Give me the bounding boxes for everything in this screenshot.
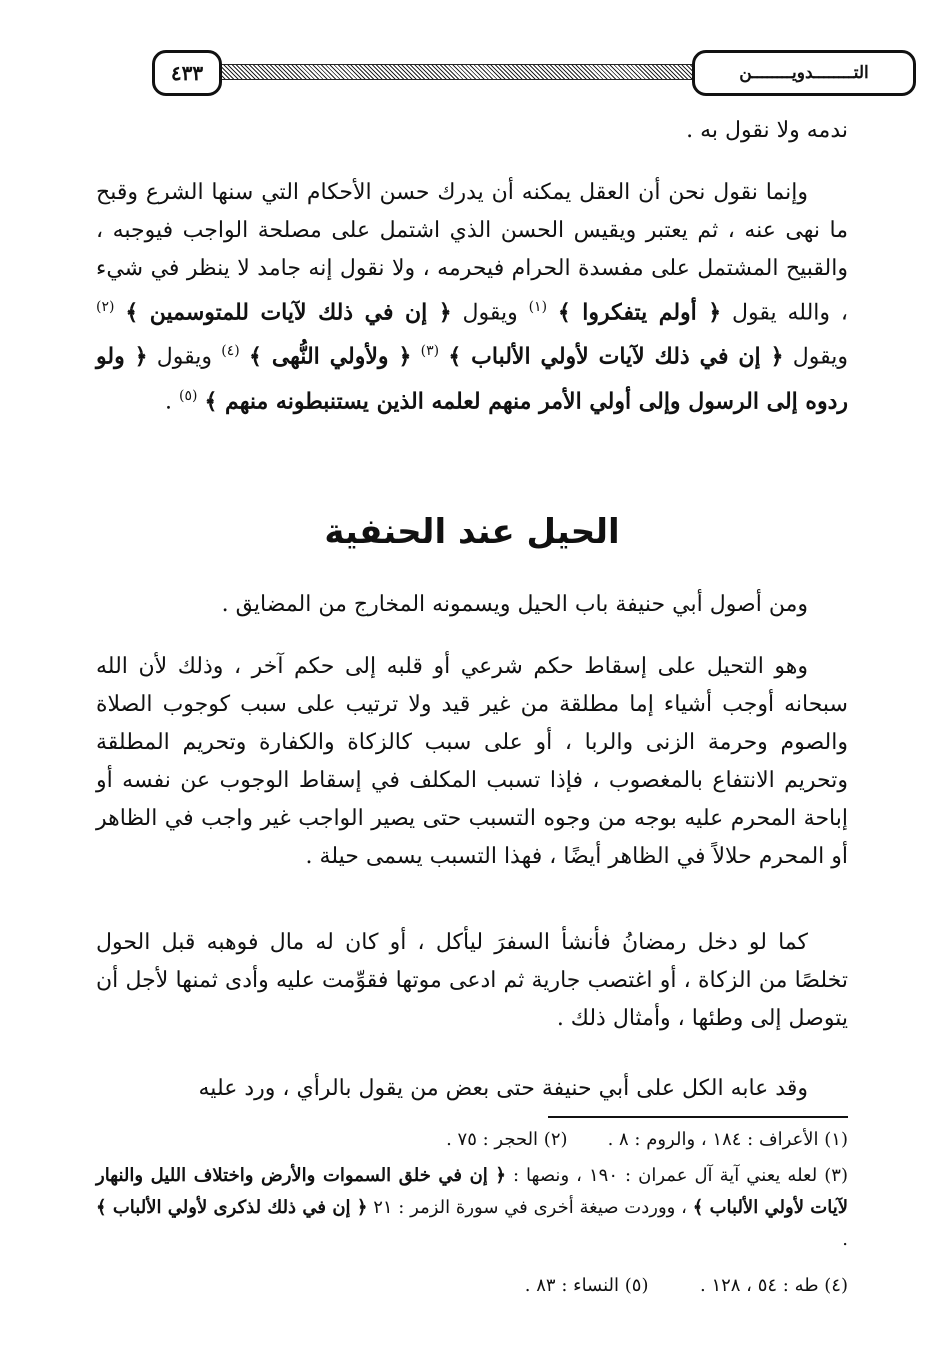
p1-part-b: ويقول <box>462 300 518 326</box>
footnote-3-quote-2: ﴿ إن في ذلك لذكرى لأولي الألباب ﴾ <box>96 1197 368 1218</box>
quran-quote-1: ﴿ أولم يتفكروا ﴾ <box>557 299 722 326</box>
paragraph-2-text: ومن أصول أبي حنيفة باب الحيل ويسمونه المخارج من المضايق . <box>221 592 808 617</box>
running-title: التــــــــدويــــــــن <box>739 63 869 83</box>
paragraph-1 <box>96 174 848 421</box>
paragraph-1-text <box>96 174 848 421</box>
footnote-line-1 <box>96 1124 848 1156</box>
paragraph-2 <box>96 586 848 624</box>
quran-quote-4: ﴿ ولأولي النُّهى ﴾ <box>249 343 412 370</box>
p1-part-d: ويقول <box>156 344 213 370</box>
page-header <box>96 48 916 94</box>
p1-part-c: ويقول <box>792 344 848 370</box>
footnote-3 <box>96 1160 848 1256</box>
footnote-ref-3: (٣) <box>420 343 440 360</box>
footnote-1: (١) الأعراف : ١٨٤ ، والروم : ٨ . <box>607 1129 848 1150</box>
footnote-ref-2: (٢) <box>96 299 115 315</box>
paragraph-4 <box>96 924 848 1038</box>
footnote-3-part-b: ، ووردت صيغة أخرى في سورة الزمر : ٢١ <box>373 1197 687 1218</box>
paragraph-3 <box>96 648 848 876</box>
footnote-ref-5: (٥) <box>179 387 198 404</box>
quran-quote-3: ﴿ إن في ذلك لآيات لأولي الألباب ﴾ <box>448 343 784 370</box>
section-heading: الحيل عند الحنفية <box>324 512 620 552</box>
paragraph-5 <box>96 1070 848 1108</box>
quran-quote-5: ﴿ ولو ردوه إلى الرسول وإلى أولي الأمر منهم لعلمه الذين يستنبطونه منهم ﴾ <box>96 343 848 414</box>
p1-part-a: وإنما نقول نحن أن العقل يمكنه أن يدرك حسن الأحكام التي سنها الشرع وقبح ما نهى عنه ، ثم يعتبر ويقيس الحسن الذي اشتمل على مصلحة الواجب فيوجبه ، والقبيح المشتمل على مفسدة الحرام فيحرمه ، ولا نقول إنه جامد لا ينظر في شيء ، والله يقول <box>96 180 848 326</box>
paragraph-0 <box>96 112 848 150</box>
paragraph-4-text: كما لو دخل رمضانُ فأنشأ السفرَ ليأكل ، أو كان له مال فوهبه قبل الحول تخلصًا من الزكاة ، أو اغتصب جارية ثم ادعى موتها فقوِّمت عليه وأدى ثمنها لأجل أن يتوصل إلى وطئها ، وأمثال ذلك . <box>96 930 848 1031</box>
running-title-frame <box>692 50 916 96</box>
footnote-5: (٥) النساء : ٨٣ . <box>524 1275 649 1296</box>
footnote-ref-4: (٤) <box>221 343 240 360</box>
footnote-line-4 <box>96 1270 848 1302</box>
page-number: ٤٣٣ <box>170 61 204 85</box>
paragraph-0-text: ندمه ولا نقول به . <box>686 118 848 143</box>
p1-end: . <box>165 388 173 414</box>
footnote-4: (٤) طه : ٥٤ ، ١٢٨ . <box>699 1275 848 1296</box>
paragraph-3-text: وهو التحيل على إسقاط حكم شرعي أو قلبه إلى حكم آخر ، وذلك لأن الله سبحانه أوجب أشياء إما مطلقة من غير قيد ولا ترتيب على سبب كوجوب الصلاة والصوم وحرمة الزنى والربا ، أو على سبب كالزكاة والكفارة وتحريم المطلقة وتحريم الانتفاع بالمغصوب ، فإذا تسبب المكلف في إسقاط الوجوب عن نفسه أو إباحة المحرم عليه بوجه من وجوه التسبب حتى يصير الواجب غير واجب في الظاهر أو المحرم حلالاً في الظاهر أيضًا ، فهذا التسبب يسمى حيلة . <box>96 654 848 869</box>
footnote-ref-1: (١) <box>528 299 548 315</box>
quran-quote-2: ﴿ إن في ذلك لآيات للمتوسمين ﴾ <box>125 299 452 326</box>
footnote-2: (٢) الحجر : ٧٥ . <box>446 1129 568 1150</box>
footnote-3-part-a: (٣) لعله يعني آية آل عمران : ١٩٠ ، ونصها : <box>512 1165 848 1186</box>
page-number-frame <box>152 50 222 96</box>
paragraph-5-text: وقد عابه الكل على أبي حنيفة حتى بعض من يقول بالرأي ، ورد عليه <box>198 1076 808 1101</box>
footnote-3-end: . <box>842 1229 848 1250</box>
footnote-3-quote-1: ﴿ إن في خلق السموات والأرض واختلاف الليل والنهار لآيات لأولي الألباب ﴾ <box>96 1165 848 1218</box>
footnote-separator <box>548 1116 848 1118</box>
header-hatch-band <box>216 64 696 80</box>
